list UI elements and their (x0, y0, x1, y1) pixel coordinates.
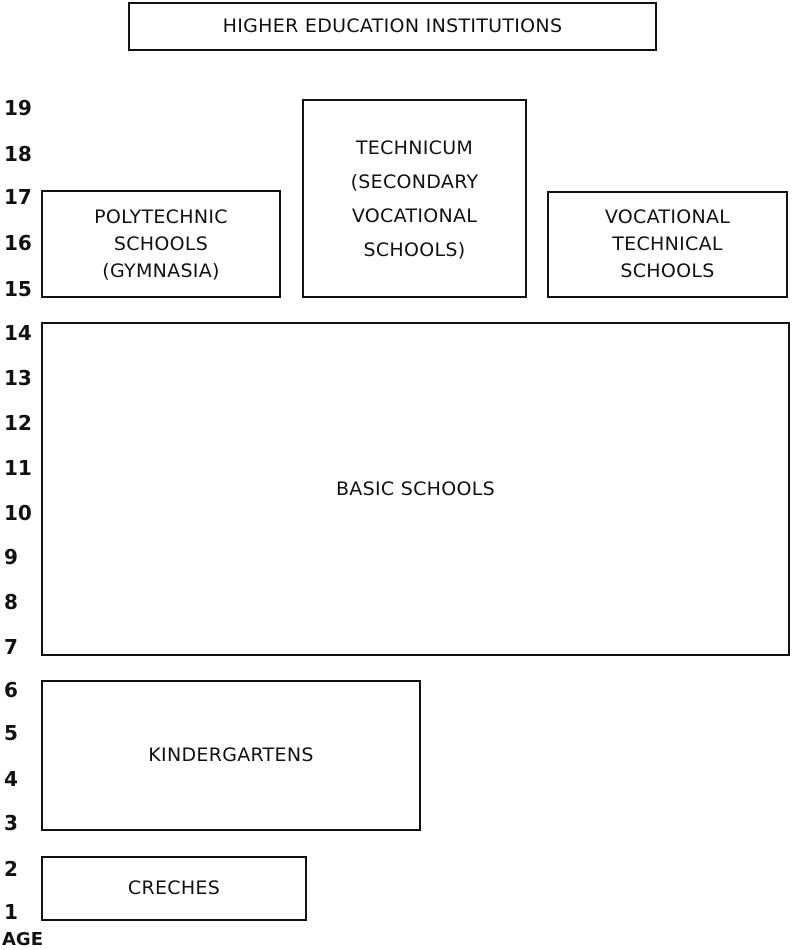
age-tick: 2 (4, 857, 18, 881)
age-tick: 18 (4, 142, 32, 166)
age-tick: 4 (4, 767, 18, 791)
creches-box (41, 856, 307, 921)
age-tick: 14 (4, 321, 32, 345)
age-tick: 9 (4, 545, 18, 569)
age-tick: 5 (4, 721, 18, 745)
basic-schools-label: BASIC SCHOOLS (335, 477, 496, 500)
polytechnic-schools-label: POLYTECHNIC SCHOOLS (GYMNASIA) (94, 205, 228, 282)
age-tick: 13 (4, 366, 32, 390)
vocational-technical-schools-box (547, 191, 788, 298)
technicum-label: TECHNICUM (SECONDARY VOCATIONAL SCHOOLS) (350, 136, 479, 261)
higher-education-box (128, 2, 657, 51)
polytechnic-schools-box (41, 190, 281, 298)
technicum-box (302, 99, 527, 298)
age-tick: 12 (4, 411, 32, 435)
age-tick: 1 (4, 900, 18, 924)
kindergartens-label: KINDERGARTENS (148, 744, 314, 766)
age-tick: 15 (4, 277, 32, 301)
age-axis-title: AGE (2, 929, 44, 950)
age-tick: 8 (4, 590, 18, 614)
age-tick: 17 (4, 185, 32, 209)
age-tick: 6 (4, 678, 18, 702)
age-tick: 11 (4, 456, 32, 480)
vocational-technical-schools-label: VOCATIONAL TECHNICAL SCHOOLS (604, 206, 731, 282)
creches-label: CRECHES (127, 877, 221, 899)
age-tick: 19 (4, 96, 32, 120)
higher-education-label: HIGHER EDUCATION INSTITUTIONS (222, 15, 563, 37)
age-tick: 3 (4, 811, 18, 835)
age-tick: 16 (4, 231, 32, 255)
basic-schools-box (41, 322, 790, 656)
age-tick: 7 (4, 635, 18, 659)
kindergartens-box (41, 680, 421, 831)
age-tick: 10 (4, 501, 32, 525)
